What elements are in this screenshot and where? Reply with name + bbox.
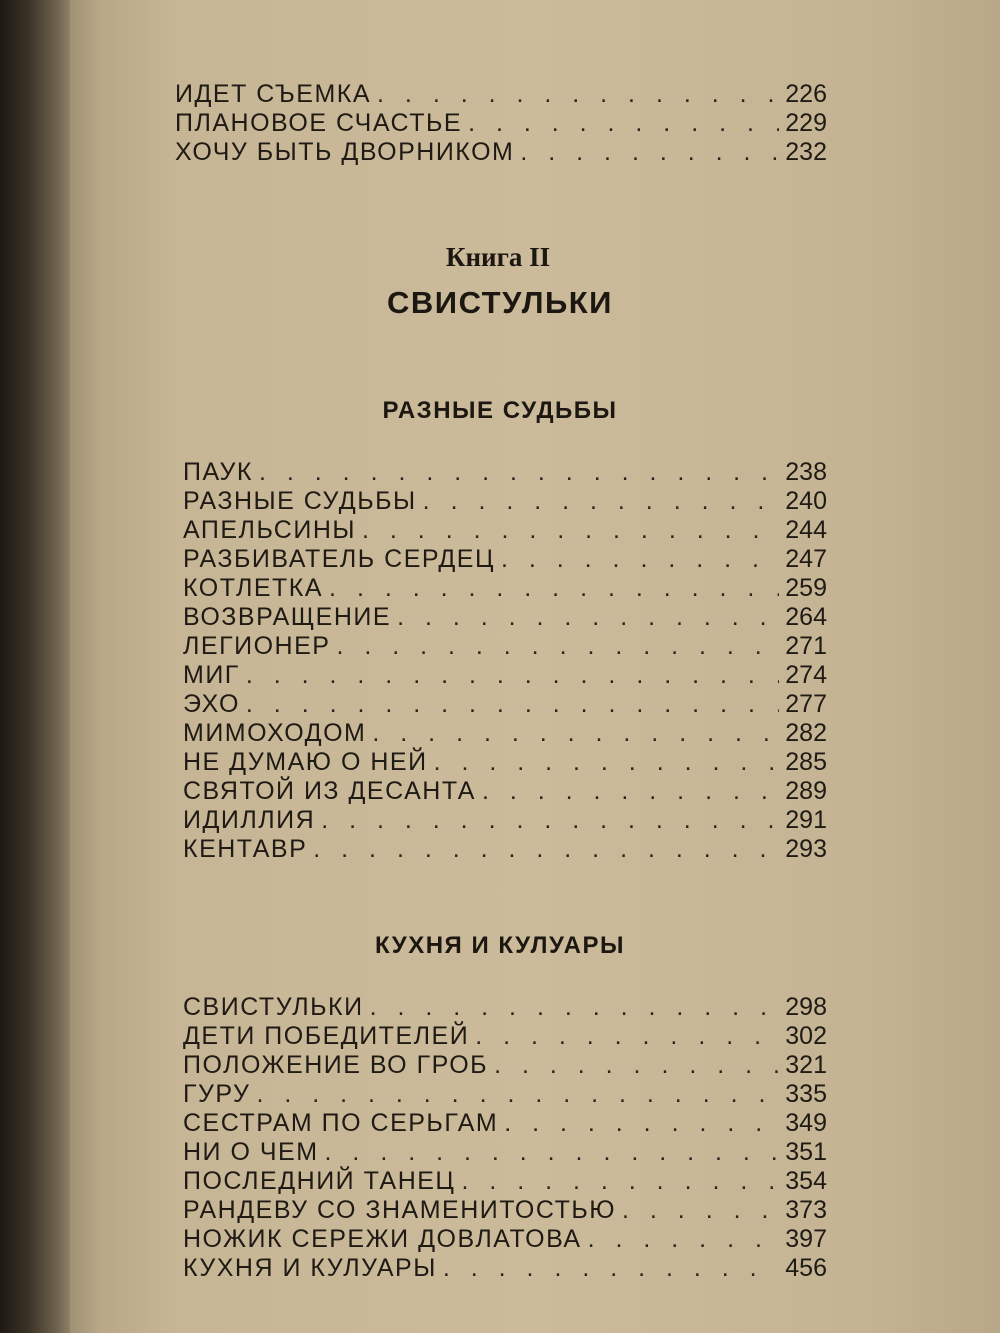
toc-entry-page: 244 <box>785 516 827 544</box>
toc-entry-title: МИГ <box>183 661 240 689</box>
toc-entry-title: МИМОХОДОМ <box>183 719 367 747</box>
dot-leader <box>482 777 779 806</box>
toc-entry-page: 351 <box>785 1138 827 1166</box>
toc-entry-page: 397 <box>785 1225 827 1253</box>
toc-entry <box>183 603 827 633</box>
toc-entry <box>183 1051 827 1081</box>
toc-entry <box>183 1225 827 1255</box>
dot-leader <box>246 690 779 719</box>
toc-entry-title: ПОСЛЕДНИЙ ТАНЕЦ <box>183 1167 456 1195</box>
dot-leader <box>321 806 779 835</box>
dot-leader <box>362 516 779 545</box>
toc-entry-page: 293 <box>785 835 827 863</box>
toc-entry-title: ПАУК <box>183 458 253 486</box>
toc-entry <box>183 1138 827 1168</box>
dot-leader <box>370 993 780 1022</box>
dot-leader <box>259 458 779 487</box>
toc-entry-page: 264 <box>785 603 827 631</box>
dot-leader <box>372 719 779 748</box>
toc-entry-title: ХОЧУ БЫТЬ ДВОРНИКОМ <box>175 138 515 166</box>
dot-leader <box>520 138 779 167</box>
toc-entry-title: РАЗНЫЕ СУДЬБЫ <box>183 487 417 515</box>
toc-entry-page: 298 <box>785 993 827 1021</box>
toc-entry-page: 274 <box>785 661 827 689</box>
toc-entry <box>175 109 827 139</box>
toc-entry-title: НОЖИК СЕРЕЖИ ДОВЛАТОВА <box>183 1225 582 1253</box>
dot-leader <box>475 1022 779 1051</box>
toc-entry-title: ВОЗВРАЩЕНИЕ <box>183 603 392 631</box>
toc-entry-title: НЕ ДУМАЮ О НЕЙ <box>183 748 428 776</box>
toc-entry <box>175 80 827 110</box>
toc-entry-page: 282 <box>785 719 827 747</box>
toc-entry-page: 240 <box>785 487 827 515</box>
toc-entry-title: СВЯТОЙ ИЗ ДЕСАНТА <box>183 777 476 805</box>
toc-entry <box>183 690 827 720</box>
dot-leader <box>336 632 779 661</box>
dot-leader <box>256 1080 779 1109</box>
toc-entry <box>183 835 827 865</box>
toc-entry <box>183 487 827 517</box>
toc-entry-page: 247 <box>785 545 827 573</box>
section-title: РАЗНЫЕ СУДЬБЫ <box>382 397 618 424</box>
toc-entry <box>183 719 827 749</box>
dot-leader <box>325 1138 780 1167</box>
toc-entry-page: 259 <box>785 574 827 602</box>
dot-leader <box>397 603 779 632</box>
toc-entry <box>183 993 827 1023</box>
toc-entry-title: ИДЕТ СЪЕМКА <box>175 80 372 108</box>
dot-leader <box>501 545 779 574</box>
toc-entry <box>183 1254 827 1284</box>
toc-entry-page: 289 <box>785 777 827 805</box>
toc-entry-title: КЕНТАВР <box>183 835 308 863</box>
toc-entry <box>183 1109 827 1139</box>
toc-entry-title: ГУРУ <box>183 1080 251 1108</box>
toc-entry-title: НИ О ЧЕМ <box>183 1138 319 1166</box>
toc-entry-title: ИДИЛЛИЯ <box>183 806 316 834</box>
dot-leader <box>461 1167 779 1196</box>
toc-entry-title: СЕСТРАМ ПО СЕРЬГАМ <box>183 1109 499 1137</box>
toc-entry <box>183 458 827 488</box>
toc-entry <box>183 1080 827 1110</box>
dot-leader <box>622 1196 779 1225</box>
toc-entry-page: 271 <box>785 632 827 660</box>
toc-entry-title: СВИСТУЛЬКИ <box>183 993 364 1021</box>
toc-entry <box>183 632 827 662</box>
toc-entry <box>183 661 827 691</box>
toc-entry-title: ЭХО <box>183 690 240 718</box>
dot-leader <box>504 1109 779 1138</box>
dot-leader <box>246 661 779 690</box>
book-label: Книга II <box>445 242 551 272</box>
toc-entry-page: 354 <box>785 1167 827 1195</box>
toc-entry-title: РАЗБИВАТЕЛЬ СЕРДЕЦ <box>183 545 495 573</box>
section-title: КУХНЯ И КУЛУАРЫ <box>375 932 625 959</box>
toc-entry-page: 238 <box>785 458 827 486</box>
toc-entry <box>183 1196 827 1226</box>
toc-entry <box>183 1167 827 1197</box>
toc-entry <box>183 574 827 604</box>
toc-entry-title: ПЛАНОВОЕ СЧАСТЬЕ <box>175 109 463 137</box>
toc-entry-page: 232 <box>785 138 827 166</box>
toc-entry <box>183 806 827 836</box>
toc-entry-title: КУХНЯ И КУЛУАРЫ <box>183 1254 437 1282</box>
toc-entry <box>183 516 827 546</box>
dot-leader <box>377 80 779 109</box>
toc-entry-title: ПОЛОЖЕНИЕ ВО ГРОБ <box>183 1051 489 1079</box>
dot-leader <box>423 487 780 516</box>
toc-entry-title: КОТЛЕТКА <box>183 574 324 602</box>
toc-entry-page: 335 <box>785 1080 827 1108</box>
toc-entry-page: 321 <box>785 1051 827 1079</box>
dot-leader <box>329 574 779 603</box>
toc-entry <box>183 748 827 778</box>
toc-entry-page: 456 <box>785 1254 827 1282</box>
toc-entry-page: 277 <box>785 690 827 718</box>
toc-entry-page: 285 <box>785 748 827 776</box>
dot-leader <box>588 1225 780 1254</box>
toc-entry-page: 226 <box>785 80 827 108</box>
toc-entry-page: 373 <box>785 1196 827 1224</box>
toc-entry-page: 291 <box>785 806 827 834</box>
dot-leader <box>434 748 780 777</box>
toc-entry <box>175 138 827 168</box>
toc-entry <box>183 1022 827 1052</box>
toc-entry-title: ДЕТИ ПОБЕДИТЕЛЕЙ <box>183 1022 470 1050</box>
toc-entry <box>183 777 827 807</box>
dot-leader <box>313 835 779 864</box>
toc-entry-title: АПЕЛЬСИНЫ <box>183 516 357 544</box>
toc-entry-title: ЛЕГИОНЕР <box>183 632 331 660</box>
dot-leader <box>468 109 779 138</box>
toc-entry-title: РАНДЕВУ СО ЗНАМЕНИТОСТЬЮ <box>183 1196 617 1224</box>
dot-leader <box>494 1051 779 1080</box>
toc-entry <box>183 545 827 575</box>
toc-entry-page: 302 <box>785 1022 827 1050</box>
dot-leader <box>443 1254 779 1283</box>
toc-entry-page: 349 <box>785 1109 827 1137</box>
toc-entry-page: 229 <box>785 109 827 137</box>
book-title: СВИСТУЛЬКИ <box>387 285 613 320</box>
